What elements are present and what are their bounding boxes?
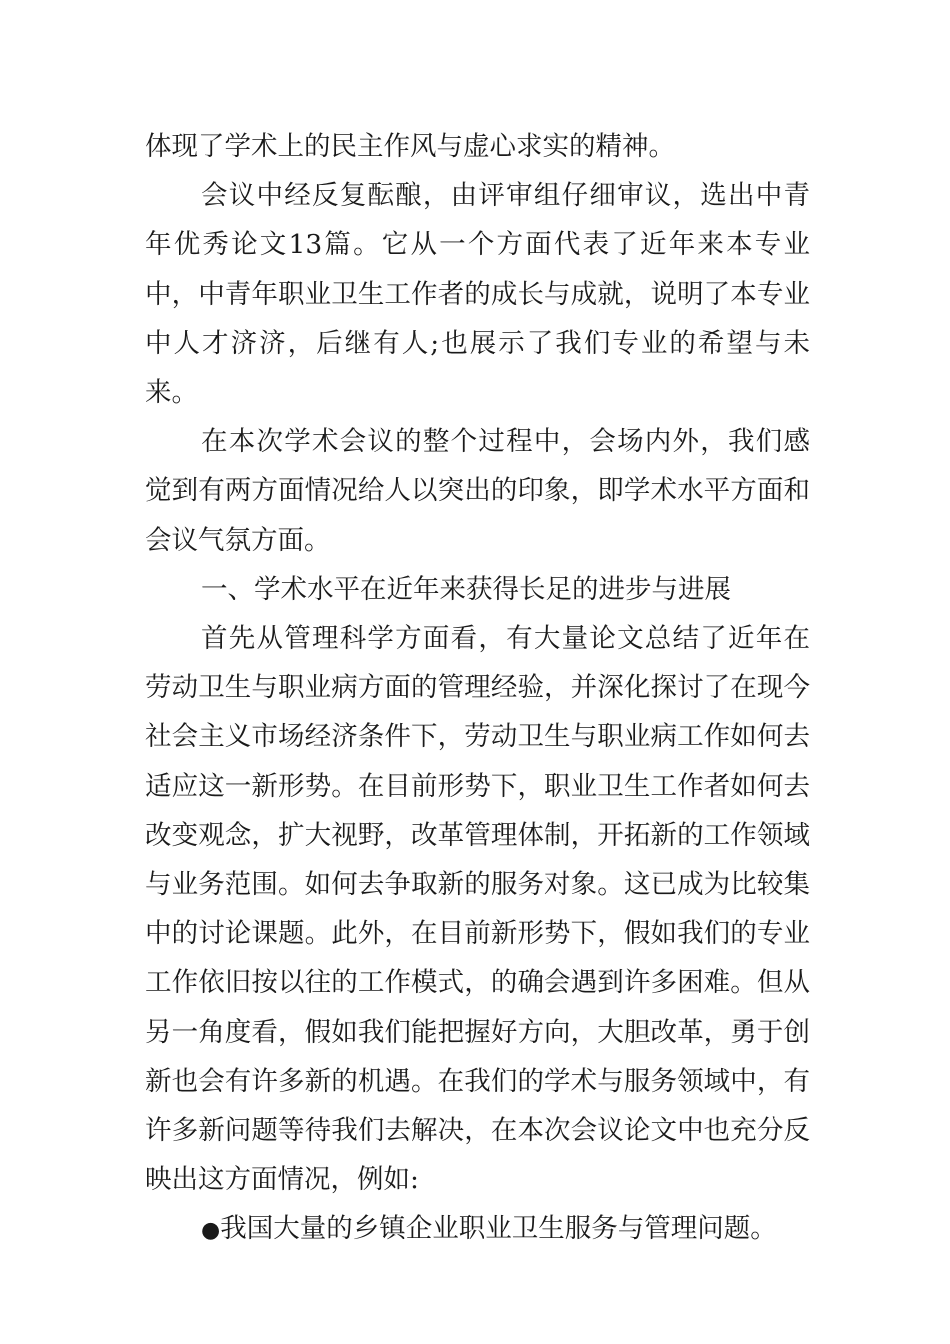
paragraph-management: 首先从管理科学方面看，有大量论文总结了近年在劳动卫生与职业病方面的管理经验，并深化探讨了在现今社会主义市场经济条件下，劳动卫生与职业病工作如何去适应这一新形势。在目前形势下，职业卫生工作者如何去改变观念，扩大视野，改革管理体制，开拓新的工作领域与业务范围。如何去争取新的服务对象。这已成为比较集中的讨论课题。此外，在目前新形势下，假如我们的专业工作依旧按以往的工作模式，的确会遇到许多困难。但从另一角度看，假如我们能把握好方向，大胆改革，勇于创新也会有许多新的机遇。在我们的学术与服务领域中，有许多新问题等待我们去解决，在本次会议论文中也充分反映出这方面情况，例如: (145, 623, 810, 1196)
bullet-item (145, 1204, 810, 1255)
paragraph-impression: 在本次学术会议的整个过程中，会场内外，我们感觉到有两方面情况给人以突出的印象，即学术水平方面和会议气氛方面。 (145, 426, 810, 556)
paragraph-selection: 会议中经反复酝酿，由评审组仔细审议，选出中青年优秀论文13篇。它从一个方面代表了近年来本专业中，中青年职业卫生工作者的成长与成就，说明了本专业中人才济济，后继有人;也展示了我们专业的希望与未来。 (145, 180, 810, 409)
bullet-text: 我国大量的乡镇企业职业卫生服务与管理问题。 (220, 1213, 777, 1245)
paragraph-continuation: 体现了学术上的民主作风与虚心求实的精神。 (145, 131, 675, 162)
bullet-icon: ● (201, 1218, 221, 1244)
document-page (145, 122, 810, 1256)
section-heading: 一、学术水平在近年来获得长足的进步与进展 (201, 573, 731, 605)
